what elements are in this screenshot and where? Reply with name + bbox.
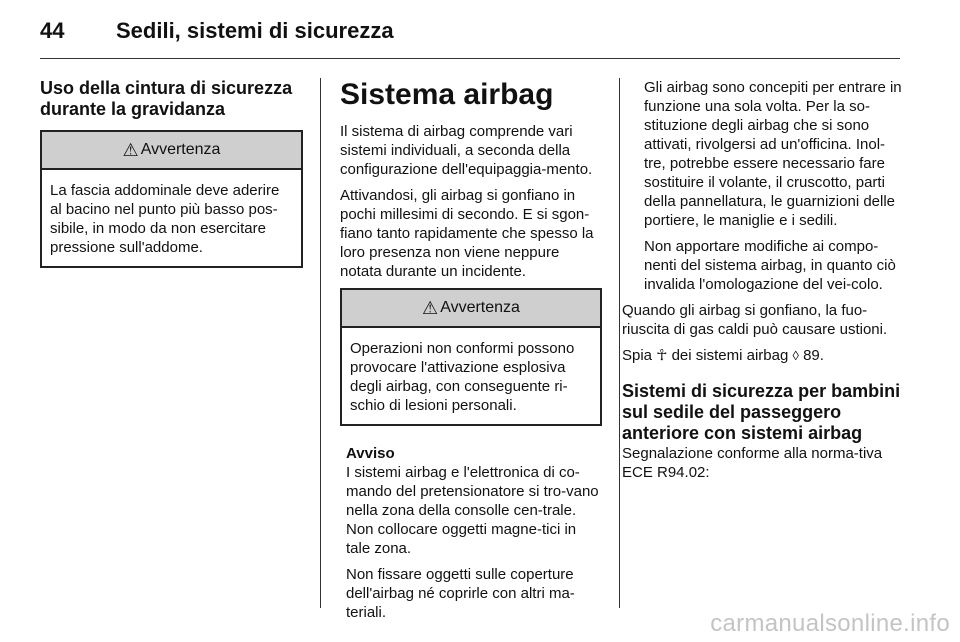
warning-body bbox=[342, 328, 600, 424]
page-number: 44 bbox=[40, 18, 65, 43]
section-title: Sedili, sistemi di sicurezza bbox=[116, 18, 394, 43]
subheading-pregnancy: Uso della cintura di sicurezza durante la gravidanza bbox=[40, 78, 293, 119]
warning-header bbox=[342, 290, 600, 328]
paragraph: Il sistema di airbag comprende vari sistemi individuali, a seconda della configurazione dell'equipaggia-mento. bbox=[340, 123, 593, 178]
subheading-child-restraints: Sistemi di sicurezza per bambini sul sedile del passeggero anteriore con sistemi airbag bbox=[622, 381, 901, 443]
warning-title: Avvertenza bbox=[440, 299, 520, 316]
spia-label: Spia bbox=[622, 347, 653, 364]
notice-paragraph: Non fissare oggetti sulle coperture dell'airbag né coprirle con altri ma-teriali. bbox=[346, 566, 575, 621]
column-divider-2 bbox=[619, 78, 620, 608]
column-1 bbox=[40, 78, 303, 286]
watermark: carmanualsonline.info bbox=[710, 610, 950, 637]
page-reference-link[interactable]: 89. bbox=[803, 347, 824, 364]
warning-text: La fascia addominale deve aderire al bacino nel punto più basso pos-sibile, in modo da non esercitare pressione sull'addome. bbox=[50, 182, 280, 256]
warning-header bbox=[42, 132, 301, 170]
header-divider bbox=[40, 58, 900, 59]
warning-body bbox=[42, 170, 301, 266]
paragraph: Segnalazione conforme alla norma-tiva ECE R94.02: bbox=[622, 445, 883, 481]
column-3 bbox=[622, 78, 902, 489]
warning-triangle-icon: ⚠ bbox=[122, 139, 139, 160]
heading-airbag-system: Sistema airbag bbox=[340, 78, 554, 111]
page-header bbox=[40, 14, 920, 54]
indented-block bbox=[622, 78, 902, 294]
warning-box-airbag bbox=[340, 288, 602, 426]
notice-block bbox=[340, 444, 602, 622]
airbag-warning-icon: ☥ bbox=[656, 347, 668, 364]
warning-triangle-icon: ⚠ bbox=[422, 297, 439, 318]
paragraph: Non apportare modifiche ai compo-nenti del sistema airbag, in quanto ciò invalida l'omologazione del vei-colo. bbox=[644, 238, 896, 293]
notice-paragraph: I sistemi airbag e l'elettronica di co-mando del pretensionatore si tro-vano nella zona della consolle cen-trale. Non collocare oggetti magne-tici in tale zona. bbox=[346, 464, 599, 557]
paragraph: Attivandosi, gli airbag si gonfiano in pochi millesimi di secondo. E si sgon-fiano tanto rapidamente che spesso la loro presenza non viene neppure notata durante un incidente. bbox=[340, 187, 594, 280]
warning-text: Operazioni non conformi possono provocare l'attivazione esplosiva degli airbag, con conseguente ri-schio di lesioni personali. bbox=[350, 340, 575, 414]
warning-title: Avvertenza bbox=[140, 141, 221, 158]
column-2 bbox=[340, 78, 602, 629]
notice-title: Avviso bbox=[346, 445, 395, 462]
spia-description: dei sistemi airbag bbox=[671, 347, 789, 364]
paragraph: Quando gli airbag si gonfiano, la fuo-riuscita di gas caldi può causare ustioni. bbox=[622, 302, 888, 338]
column-divider-1 bbox=[320, 78, 321, 608]
page-reference-arrow-icon: ◊ bbox=[792, 348, 799, 363]
warning-box-pregnancy bbox=[40, 130, 303, 268]
paragraph: Gli airbag sono concepiti per entrare in funzione una sola volta. Per la so-stituzione degli airbag che si sono attivati, rivolgersi ad un'officina. Inol-tre, potrebbe essere necessario fare sostituire il volante, il cruscotto, parti della pannellatura, le guarnizioni delle portiere, le maniglie e i sedili. bbox=[644, 79, 902, 229]
airbag-indicator-reference bbox=[622, 346, 902, 365]
